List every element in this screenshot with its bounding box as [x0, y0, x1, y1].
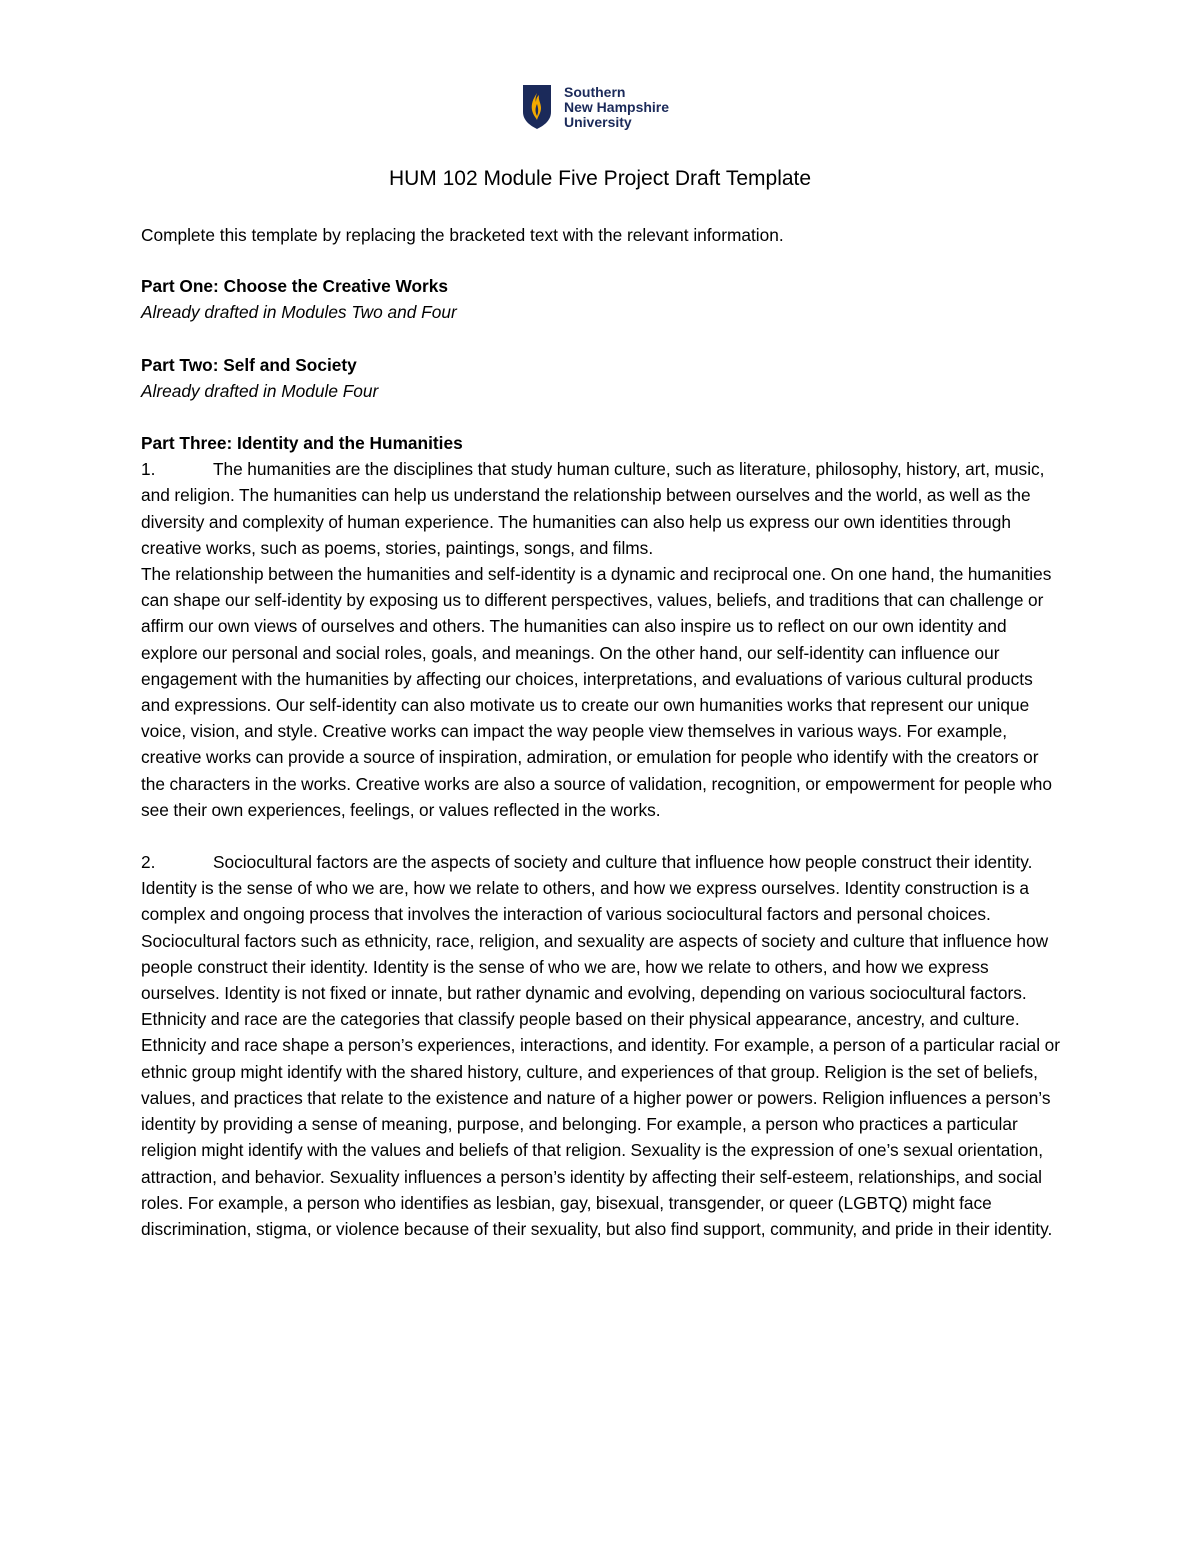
part-two-heading: Part Two: Self and Society: [141, 354, 357, 375]
part-one-heading: Part One: Choose the Creative Works: [141, 276, 448, 297]
item-2-paragraph: [141, 849, 1061, 1242]
logo-line-southern: Southern: [564, 84, 626, 100]
part-three-heading: Part Three: Identity and the Humanities: [141, 433, 463, 454]
item-2-number: 2.: [141, 852, 156, 873]
item-1-number: 1.: [141, 459, 156, 480]
shield-flame-icon: [522, 84, 552, 130]
logo-line-university: University: [564, 114, 632, 130]
university-logo-text: [564, 85, 669, 130]
paragraph-spacer: [141, 823, 1061, 849]
logo-line-new-hampshire: New Hampshire: [564, 99, 670, 115]
item-1-text: The humanities are the disciplines that study human culture, such as literature, philosophy, history, art, music, and religion. The humanities can help us understand the relationship between ourselves and the world, as well as the diversity and complexity of human experience. The humanities can also help us express our own identities through creative works, such as poems, stories, paintings, songs, and films.: [141, 459, 1045, 558]
item-1-paragraph: [141, 456, 1061, 561]
university-logo: [522, 84, 669, 130]
item-2-text: Sociocultural factors are the aspects of society and culture that influence how people construct their identity. Identity is the sense of who we are, how we relate to others, and how we express ourselves. Identity construction is a complex and ongoing process that involves the interaction of various sociocultural factors and personal choices. Sociocultural factors such as ethnicity, race, religion, and sexuality are aspects of society and culture that influence how people construct their identity. Identity is the sense of who we are, how we relate to others, and how we express ourselves. Identity is not fixed or innate, but rather dynamic and evolving, depending on various sociocultural factors. Ethnicity and race are the categories that classify people based on their physical appearance, ancestry, and culture. Ethnicity and race shape a person’s experiences, interactions, and identity. For example, a person of a particular racial or ethnic group might identify with the shared history, culture, and experiences of that group. Religion is the set of beliefs, values, and practices that relate to the existence and nature of a higher power or powers. Religion influences a person’s identity by providing a sense of meaning, purpose, and belonging. For example, a person who practices a particular religion might identify with the values and beliefs of that religion. Sexuality is the expression of one’s sexual orientation, attraction, and behavior. Sexuality influences a person’s identity by affecting their self-esteem, relationships, and social roles. For example, a person who identifies as lesbian, gay, bisexual, transgender, or queer (LGBTQ) might face discrimination, stigma, or violence because of their sexuality, but also find support, community, and pride in their identity.: [141, 852, 1061, 1239]
item-1-continuation: The relationship between the humanities and self-identity is a dynamic and reciprocal one. On one hand, the humanities can shape our self-identity by exposing us to different perspectives, values, beliefs, and traditions that can challenge or affirm our own views of ourselves and others. The humanities can also inspire us to reflect on our own identity and explore our personal and social roles, goals, and meanings. On the other hand, our self-identity can influence our engagement with the humanities by affecting our choices, interpretations, and evaluations of various cultural products and expressions. Our self-identity can also motivate us to create our own humanities works that represent our unique voice, vision, and style. Creative works can impact the way people view themselves in various ways. For example, creative works can provide a source of inspiration, admiration, or emulation for people who identify with the creators or the characters in the works. Creative works are also a source of validation, recognition, or empowerment for people who see their own experiences, feelings, or values reflected in the works.: [141, 564, 1052, 820]
part-two-note: Already drafted in Module Four: [141, 380, 379, 401]
part-one-note: Already drafted in Modules Two and Four: [141, 302, 457, 323]
document-title: HUM 102 Module Five Project Draft Template: [388, 167, 812, 190]
template-instructions: Complete this template by replacing the bracketed text with the relevant information.: [141, 225, 784, 245]
document-body: [141, 222, 1061, 1242]
